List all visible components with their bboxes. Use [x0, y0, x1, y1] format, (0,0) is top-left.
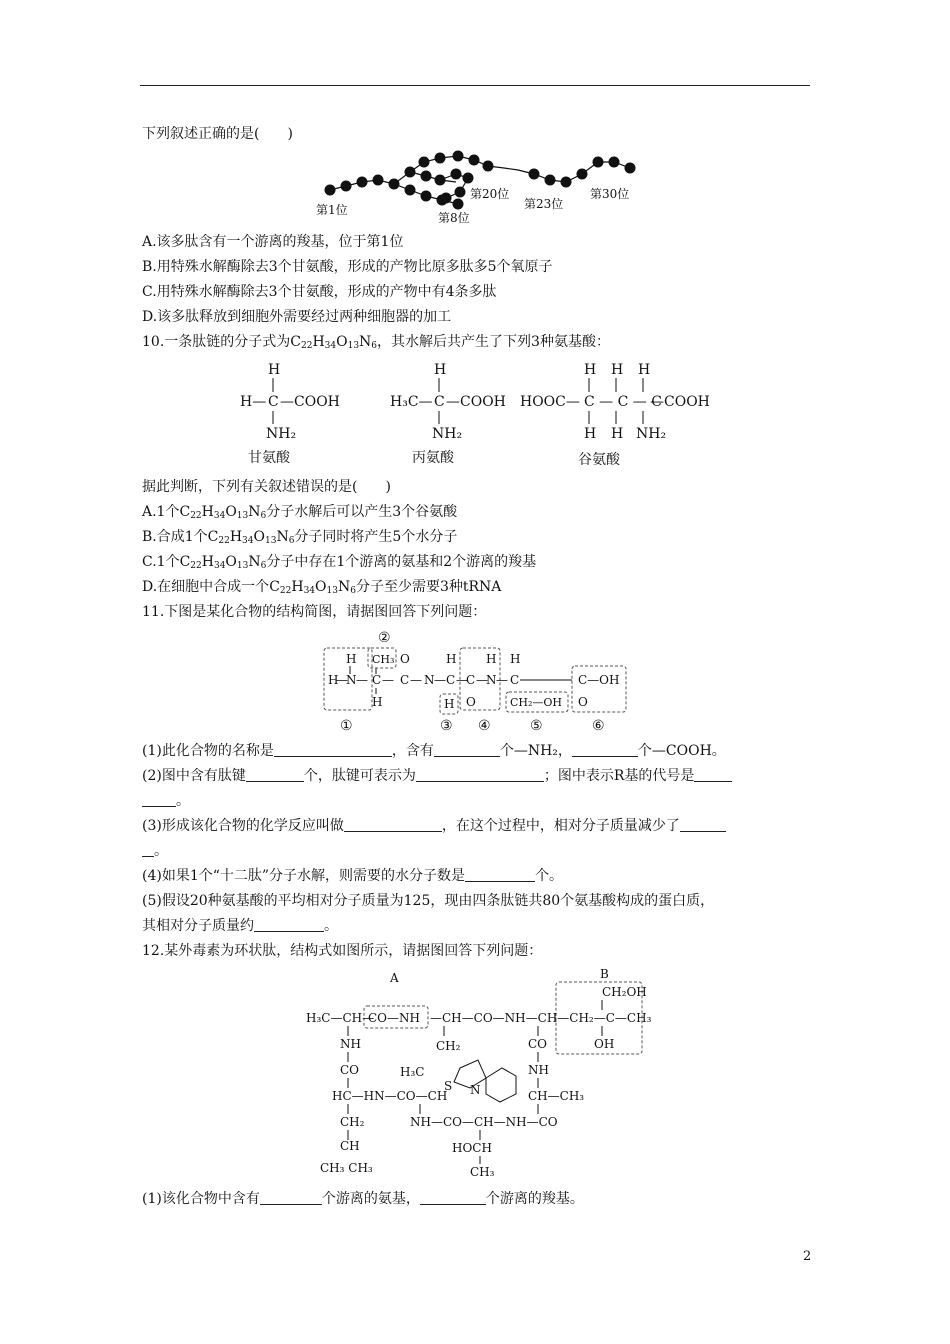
svg-text:NH: NH	[340, 1037, 361, 1051]
svg-text:H: H	[611, 362, 624, 378]
answer-blank[interactable]	[416, 767, 544, 782]
q11-sub3: (3)形成该化合物的化学反应叫做 ，在这个过程中，相对分子质量减少了	[142, 816, 726, 836]
svg-text:C: C	[434, 394, 445, 410]
q11-sub4: (4)如果1个“十二肽”分子水解，则需要的水分子数是 个。	[142, 868, 564, 884]
glutamic-acid-structure	[520, 362, 710, 468]
answer-blank[interactable]	[246, 767, 304, 782]
q10-formula: $C_{22}H_{34}O_{13}N_6$	[290, 334, 378, 351]
svg-text:—CH—CO—NH—CH—CH₂—C—CH₃: —CH—CO—NH—CH—CH₂—C—CH₃	[430, 1011, 652, 1025]
q12-stem: 12.某外毒素为环状肽，结构式如图所示，请据图回答下列问题：	[142, 943, 543, 959]
glycine-structure	[240, 362, 340, 466]
svg-text:CH₃: CH₃	[470, 1165, 495, 1179]
label-pos8: 第8位	[438, 211, 470, 225]
svg-text:C: C	[372, 673, 382, 687]
answer-blank[interactable]	[142, 842, 154, 857]
svg-text:N: N	[470, 1083, 481, 1097]
q12-cyclic-peptide-structure	[302, 964, 652, 1182]
circled-3: ③	[440, 718, 453, 734]
answer-blank[interactable]	[254, 917, 324, 932]
svg-text:H: H	[510, 652, 521, 666]
q11-sub2: (2)图中含有肽键 个，肽键可表示为 ；图中表示R基的代号是	[142, 766, 732, 786]
svg-text:H₃C—: H₃C—	[390, 394, 433, 410]
svg-text:H: H	[444, 697, 455, 711]
svg-text:—: —	[456, 673, 468, 687]
svg-text:H: H	[486, 652, 497, 666]
svg-text:CH₂: CH₂	[436, 1039, 461, 1053]
q10-stem	[142, 332, 610, 356]
q10-option-a: A.1个$C_{22}H_{34}O_{13}N_6$分子水解后可以产生3个谷氨酸	[142, 504, 458, 521]
answer-blank[interactable]	[434, 742, 500, 757]
box-a-label: A	[390, 971, 399, 985]
svg-text:—: —	[410, 673, 422, 687]
circled-1: ①	[340, 718, 353, 734]
alanine-structure	[390, 362, 506, 466]
answer-blank[interactable]	[694, 767, 732, 782]
cooh-group: C—OH	[578, 673, 620, 687]
svg-text:—COOH: —COOH	[280, 394, 340, 410]
svg-text:N: N	[346, 673, 357, 687]
svg-text:S: S	[444, 1079, 453, 1093]
svg-text:C: C	[268, 394, 279, 410]
answer-blank[interactable]	[420, 1190, 486, 1205]
q11-compound-structure	[320, 626, 640, 738]
ch2oh-group: CH₂—OH	[510, 696, 563, 709]
q10-stem-b: ，其水解后共产生了下列3种氨基酸：	[377, 334, 610, 350]
label-pos20: 第20位	[470, 187, 510, 201]
q9-option-d: D.该多肽释放到细胞外需要经过两种细胞器的加工	[142, 309, 452, 325]
q10-stem-a: 10.一条肽链的分子式为	[142, 334, 291, 350]
q11-stem: 11.下图是某化合物的结构简图，请据图回答下列问题：	[142, 604, 487, 620]
q11-sub2-cont: 。	[142, 791, 190, 811]
page-number: 2	[803, 1249, 812, 1264]
svg-text:H₃C: H₃C	[400, 1065, 425, 1079]
svg-text:CO: CO	[528, 1037, 548, 1051]
q9-option-b: B.用特殊水解酶除去3个甘氨酸，形成的产物比原多肽多5个氧原子	[142, 259, 553, 275]
header-rule	[140, 85, 810, 86]
svg-text:HOCH: HOCH	[452, 1141, 492, 1155]
q9-stem: 下列叙述正确的是( )	[142, 126, 293, 142]
svg-text:H: H	[372, 695, 383, 709]
q11-sub5-cont: 其相对分子质量约 。	[142, 918, 338, 934]
svg-text:H: H	[584, 362, 597, 378]
answer-blank[interactable]	[680, 817, 726, 832]
svg-text:H—: H—	[240, 394, 267, 410]
circled-4: ④	[478, 718, 491, 734]
label-pos1: 第1位	[316, 203, 348, 217]
q10-option-c: C.1个$C_{22}H_{34}O_{13}N_6$分子中存在1个游离的氨基和2个游离的羧基	[142, 554, 537, 571]
svg-text:H: H	[638, 362, 651, 378]
glycine-name: 甘氨酸	[248, 450, 290, 466]
box-b-label: B	[600, 967, 609, 981]
svg-text:CH—CH₃: CH—CH₃	[528, 1089, 585, 1103]
answer-blank[interactable]	[260, 1190, 322, 1205]
answer-blank[interactable]	[274, 742, 392, 757]
svg-text:—: —	[382, 673, 394, 687]
circled-2: ②	[378, 630, 391, 646]
svg-text:—: —	[476, 673, 488, 687]
alanine-name: 丙氨酸	[412, 450, 454, 466]
svg-text:C: C	[510, 673, 520, 687]
answer-blank[interactable]	[142, 792, 176, 807]
q10-option-b: B.合成1个$C_{22}H_{34}O_{13}N_6$分子同时将产生5个水分子	[142, 529, 458, 546]
svg-text:H₃C—CH—: H₃C—CH—	[306, 1011, 375, 1025]
svg-text:CH: CH	[340, 1139, 360, 1153]
glutamic-acid-name: 谷氨酸	[578, 452, 620, 468]
q10-option-d: D.在细胞中合成一个$C_{22}H_{34}O_{13}N_6$分子至少需要3种tRNA	[142, 579, 502, 596]
q11-sub3-cont: 。	[142, 841, 168, 861]
svg-text:H: H	[446, 652, 457, 666]
svg-text:O: O	[400, 652, 410, 666]
svg-text:—COOH: —COOH	[446, 394, 506, 410]
answer-blank[interactable]	[344, 817, 442, 832]
svg-text:NH—CO—CH—NH—CO: NH—CO—CH—NH—CO	[410, 1115, 558, 1129]
svg-text:H: H	[611, 426, 624, 442]
svg-text:CO: CO	[340, 1063, 360, 1077]
svg-text:H: H	[268, 362, 281, 378]
q9-option-a: A.该多肽含有一个游离的羧基，位于第1位	[142, 234, 404, 250]
svg-text:NH: NH	[528, 1063, 549, 1077]
svg-text:C: C	[446, 673, 456, 687]
svg-text:H: H	[584, 426, 597, 442]
svg-text:N: N	[424, 673, 435, 687]
circled-6: ⑥	[592, 718, 605, 734]
label-pos30: 第30位	[590, 187, 630, 201]
svg-text:—: —	[336, 673, 348, 687]
answer-blank[interactable]	[465, 867, 535, 882]
svg-text:CO—NH: CO—NH	[368, 1011, 420, 1025]
circled-5: ⑤	[530, 718, 543, 734]
svg-text:H: H	[328, 673, 339, 687]
svg-text:CH₃ CH₃: CH₃ CH₃	[320, 1161, 373, 1175]
q10-amino-acid-structures	[230, 358, 730, 474]
svg-text:NH₂: NH₂	[636, 426, 667, 442]
svg-text:C: C	[466, 673, 476, 687]
q9-option-c: C.用特殊水解酶除去3个甘氨酸，形成的产物中有4条多肽	[142, 284, 497, 300]
label-pos23: 第23位	[524, 197, 564, 211]
svg-text:NH₂: NH₂	[266, 426, 297, 442]
q12-sub1: (1)该化合物中含有 个游离的氨基， 个游离的羧基。	[142, 1191, 584, 1207]
svg-text:—: —	[356, 673, 368, 687]
answer-blank[interactable]	[572, 742, 638, 757]
q10-judge: 据此判断，下列有关叙述错误的是( )	[142, 479, 391, 495]
svg-text:—: —	[496, 673, 508, 687]
svg-text:O: O	[578, 695, 588, 709]
svg-text:H: H	[346, 652, 357, 666]
svg-text:CH₂OH: CH₂OH	[602, 985, 647, 999]
svg-text:O: O	[466, 695, 476, 709]
svg-text:H: H	[434, 362, 447, 378]
q9-peptide-chain-figure	[310, 142, 650, 230]
ch3-group: CH₃	[372, 653, 395, 666]
svg-text:HC—HN—CO—CH: HC—HN—CO—CH	[332, 1089, 448, 1103]
q11-sub5: (5)假设20种氨基酸的平均相对分子质量为125，现由四条肽链共80个氨基酸构成的蛋白质，	[142, 893, 715, 909]
svg-text:NH₂: NH₂	[432, 426, 463, 442]
svg-text:HOOC—: HOOC—	[520, 394, 580, 410]
svg-text:C — C — C: C — C — C	[584, 394, 662, 410]
svg-text:N: N	[486, 673, 497, 687]
svg-text:C: C	[400, 673, 410, 687]
svg-text:—COOH: —COOH	[650, 394, 710, 410]
q11-sub1: (1)此化合物的名称是 ，含有 个—NH₂， 个—COOH。	[142, 743, 726, 759]
svg-text:OH: OH	[594, 1037, 615, 1051]
svg-text:—: —	[434, 673, 446, 687]
svg-text:CH₂: CH₂	[340, 1115, 365, 1129]
